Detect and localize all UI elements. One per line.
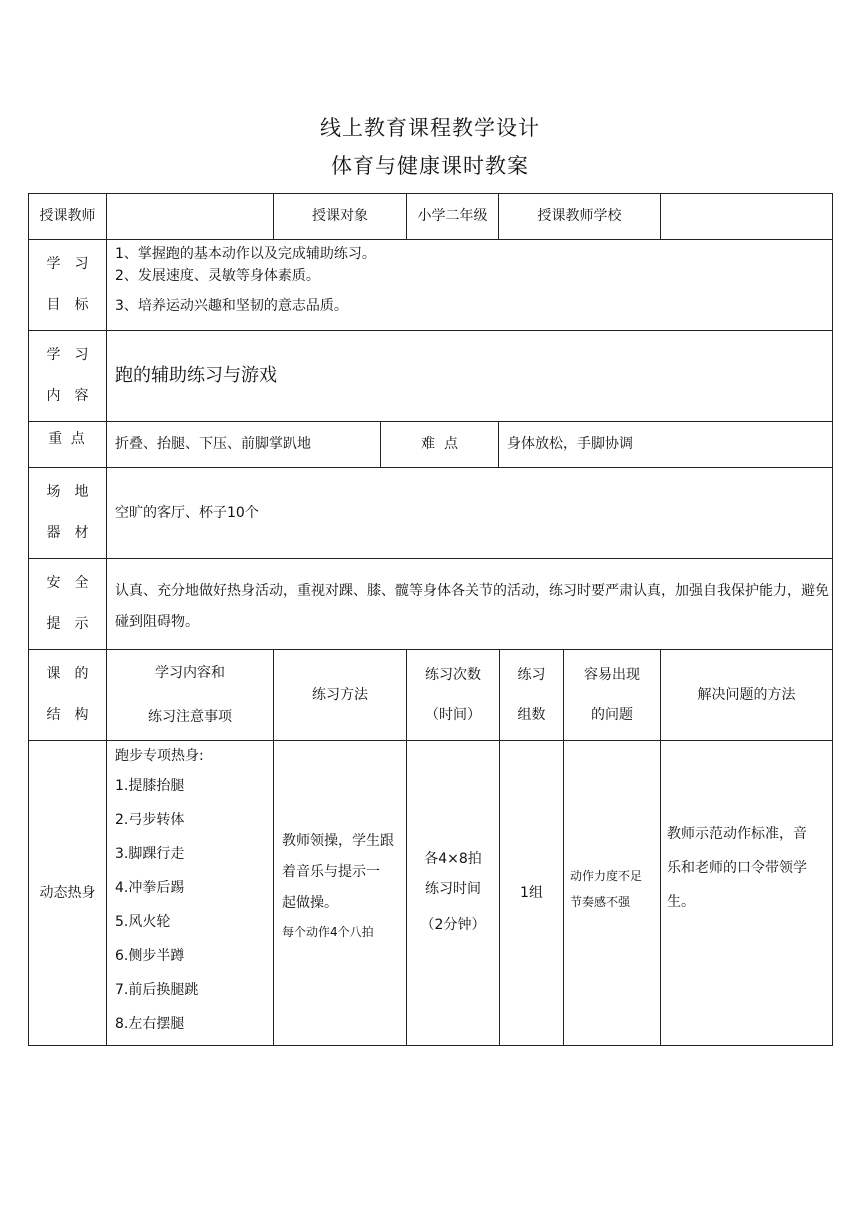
warmup-item: 5.风火轮 <box>115 914 171 930</box>
school-label: 授课教师学校 <box>537 208 622 225</box>
structure-label: 课的 结构 <box>46 666 103 724</box>
teacher-label: 授课教师 <box>39 208 96 225</box>
objective-item: 2、发展速度、灵敏等身体素质。 <box>115 268 320 284</box>
col-header-problems: 容易出现 的问题 <box>584 667 640 723</box>
warmup-item: 8.左右摆腿 <box>115 1016 185 1032</box>
warmup-item: 3.脚踝行走 <box>115 846 185 862</box>
col-header-content: 学习内容和 练习注意事项 <box>148 665 232 725</box>
warmup-count: 各4×8拍 练习时间 （2分钟） <box>420 851 486 933</box>
difficulty-value: 身体放松，手脚协调 <box>507 436 633 453</box>
difficulty-label: 难 点 <box>421 436 458 453</box>
school-value <box>661 194 832 239</box>
warmup-heading: 跑步专项热身: <box>115 748 204 764</box>
target-value: 小学二年级 <box>417 208 488 225</box>
key-points-label: 重 点 <box>48 431 87 448</box>
warmup-item: 1.提膝抬腿 <box>115 778 185 794</box>
safety-label: 安全 提示 <box>46 575 103 633</box>
venue-label: 场地 器材 <box>46 484 103 542</box>
col-header-solution: 解决问题的方法 <box>697 686 796 703</box>
objectives-list <box>115 244 825 328</box>
document-title: 线上教育课程教学设计 <box>320 116 540 140</box>
warmup-item: 7.前后换腿跳 <box>115 982 199 998</box>
key-points-value: 折叠、抬腿、下压、前脚掌趴地 <box>115 436 311 453</box>
objective-item: 3、培养运动兴趣和坚韧的意志品质。 <box>115 298 348 314</box>
objective-item: 1、掌握跑的基本动作以及完成辅助练习。 <box>115 246 376 262</box>
content-text: 跑的辅助练习与游戏 <box>115 364 277 386</box>
warmup-item: 4.冲拳后踢 <box>115 880 185 896</box>
venue-value: 空旷的客厅、杯子10个 <box>115 504 259 521</box>
target-label: 授课对象 <box>312 208 368 225</box>
warmup-content <box>115 746 270 1042</box>
objectives-label: 学习 目标 <box>46 256 103 314</box>
warmup-problems: 动作力度不足 节奏感不强 <box>570 869 643 909</box>
col-header-groups: 练习 组数 <box>517 667 546 723</box>
warmup-groups: 1组 <box>520 884 543 901</box>
document-subtitle: 体育与健康课时教案 <box>331 154 529 178</box>
col-header-count: 练习次数 （时间） <box>425 667 481 723</box>
teacher-value <box>107 194 273 239</box>
warmup-method-note: 每个动作4个八拍 <box>282 925 374 939</box>
warmup-item: 2.弓步转体 <box>115 812 185 828</box>
warmup-method: 教师领操，学生跟 着音乐与提示一 起做操。 每个动作4个八拍 <box>282 826 404 966</box>
safety-text: 认真、充分地做好热身活动，重视对踝、膝、髋等身体各关节的活动，练习时要严肃认真，加强自我保护能力，避免碰到阻碍物。 <box>115 583 829 630</box>
content-label: 学习 内容 <box>46 347 103 405</box>
warmup-label: 动态热身 <box>39 884 96 901</box>
warmup-item: 6.侧步半蹲 <box>115 948 185 964</box>
warmup-solution: 教师示范动作标准，音 乐和老师的口令带领学 生。 <box>667 826 807 910</box>
col-header-method: 练习方法 <box>312 686 368 703</box>
